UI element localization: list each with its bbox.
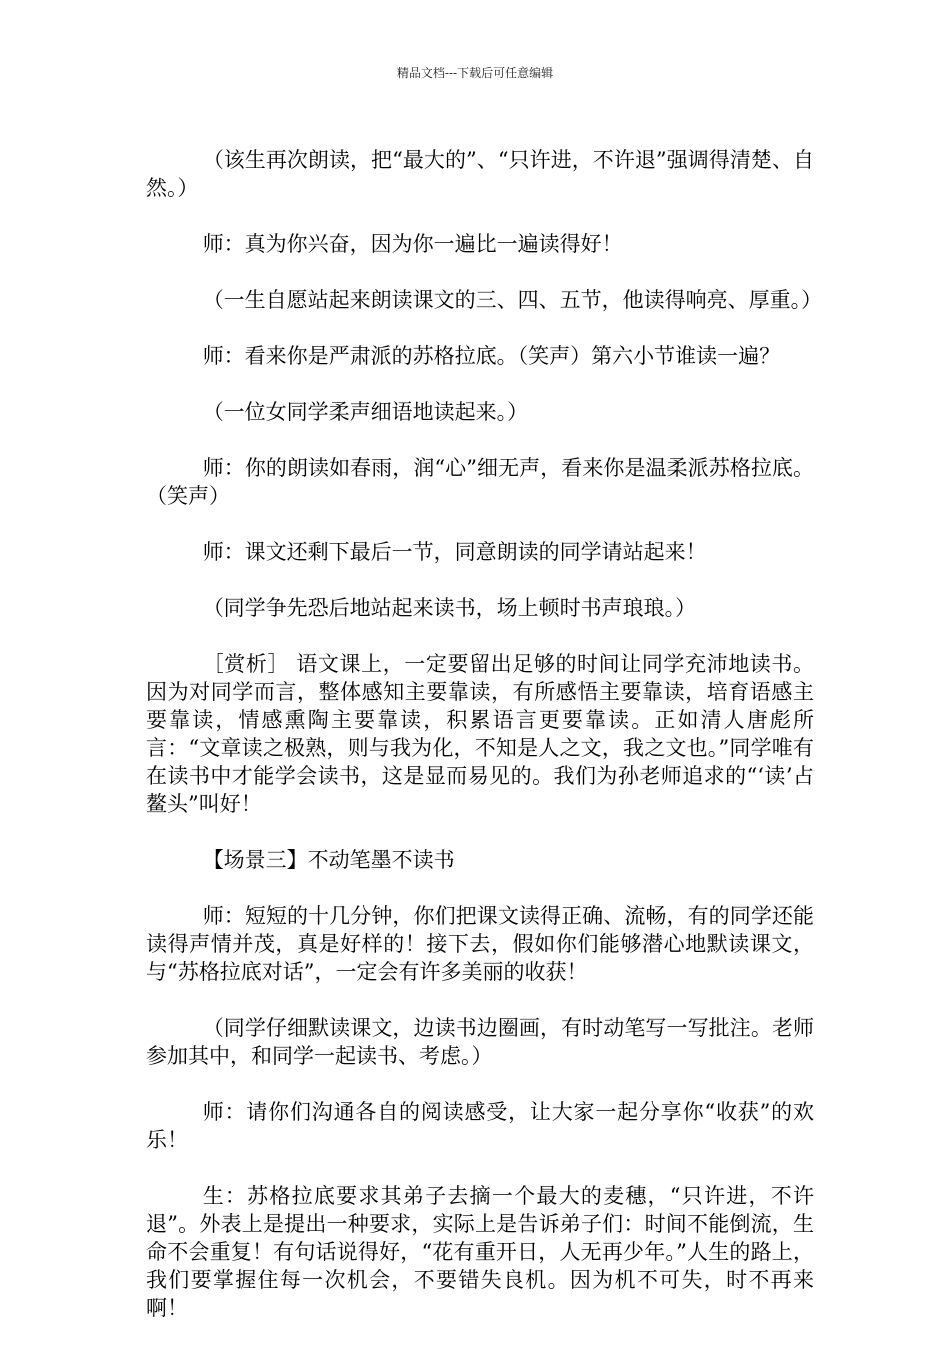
page-header: 精品文档---下载后可任意编辑 bbox=[396, 66, 554, 80]
paragraph-14: 生：苏格拉底要求其弟子去摘一个最大的麦穗，“只许进，不许退”。外表上是提出一种要求，实际上是告诉弟子们：时间不能倒流，生命不会重复！有句话说得好，“花有重开日，人无再少年。”人生的路上，我们要掌握住每一次机会，不要错失良机。因为机不可失，时不再来啊！ bbox=[146, 1184, 814, 1320]
paragraph-3: （一生自愿站起来朗读课文的三、四、五节，他读得响亮、厚重。） bbox=[202, 288, 823, 312]
paragraph-5: （一位女同学柔声细语地读起来。） bbox=[202, 400, 529, 424]
paragraph-12: （同学仔细默读课文，边读书边圈画，有时动笔写一写批注。老师参加其中，和同学一起读书、考虑。） bbox=[146, 1016, 814, 1068]
paragraph-11: 师：短短的十几分钟，你们把课文读得正确、流畅，有的同学还能读得声情并茂，真是好样的！接下去，假如你们能够潜心地默读课文，与“苏格拉底对话”，一定会有许多美丽的收获！ bbox=[146, 904, 814, 984]
paragraph-13: 师：请你们沟通各自的阅读感受，让大家一起分享你“收获”的欢乐！ bbox=[146, 1100, 814, 1152]
document-body bbox=[146, 146, 823, 1350]
analysis-paragraph: ［赏析］ 语文课上，一定要留出足够的时间让同学充沛地读书。因为对同学而言，整体感知主要靠读，有所感悟主要靠读，培育语感主要靠读，情感熏陶主要靠读，积累语言更要靠读。正如清人唐彪所言：“文章读之极熟，则与我为化，不知是人之文，我之文也。”同学唯有在读书中才能学会读书，这是显而易见的。我们为孙老师追求的“‘读’占鳌头”叫好！ bbox=[146, 652, 814, 816]
paragraph-2: 师：真为你兴奋，因为你一遍比一遍读得好！ bbox=[202, 232, 623, 256]
paragraph-6: 师：你的朗读如春雨，润“心”细无声，看来你是温柔派苏格拉底。（笑声） bbox=[146, 456, 814, 508]
section-heading: 【场景三】不动笔墨不读书 bbox=[202, 848, 455, 872]
paragraph-4: 师：看来你是严肃派的苏格拉底。（笑声）第六小节谁读一遍？ bbox=[202, 344, 781, 368]
paragraph-7: 师：课文还剩下最后一节，同意朗读的同学请站起来！ bbox=[202, 540, 707, 564]
paragraph-8: （同学争先恐后地站起来读书，场上顿时书声琅琅。） bbox=[202, 596, 697, 620]
paragraph-1: （该生再次朗读，把“最大的”、“只许进，不许退”强调得清楚、自然。） bbox=[146, 148, 814, 200]
